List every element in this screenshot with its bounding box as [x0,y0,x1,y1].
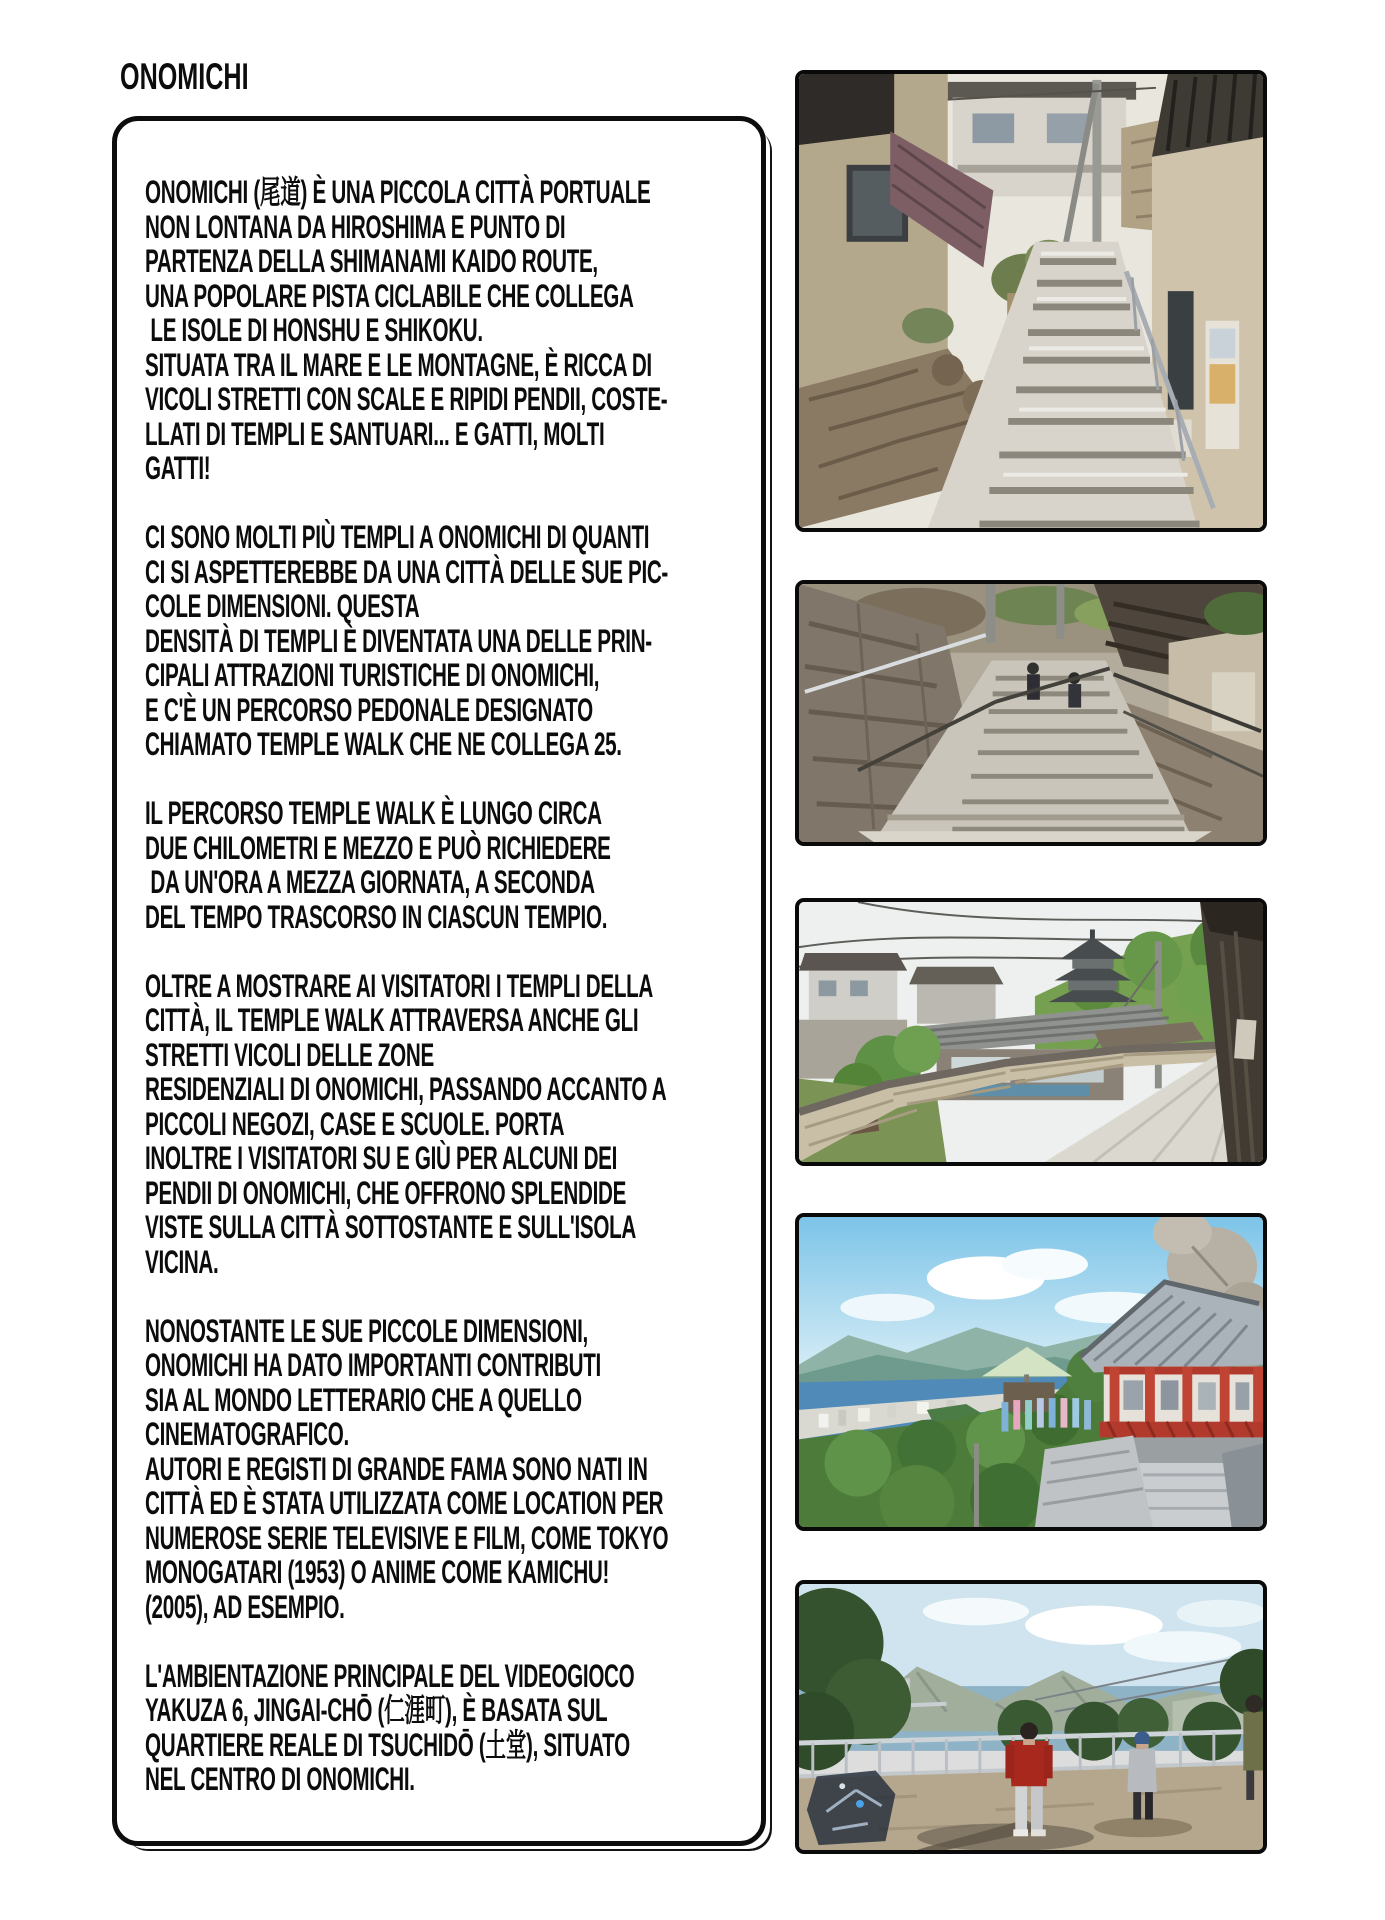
text-line: NEL CENTRO DI ONOMICHI. [145,1761,415,1797]
text-line: VICINA. [145,1243,219,1280]
text-line: CI SI ASPETTEREBBE DA UNA CITTÀ DELLE SUE PIC- [145,553,668,590]
text-line: CIPALI ATTRAZIONI TURISTICHE DI ONOMICHI, [145,657,600,693]
text-line: RESIDENZIALI DI ONOMICHI, PASSANDO ACCANTO A [145,1071,667,1107]
text-content [145,175,745,1831]
text-line: DEL TEMPO TRASCORSO IN CIASCUN TEMPIO. [145,898,608,935]
text-line: COLE DIMENSIONI. QUESTA [145,588,420,624]
paragraph [145,520,745,762]
text-line: ONOMICHI HA DATO IMPORTANTI CONTRIBUTI [145,1347,601,1383]
text-line: UNA POPOLARE PISTA CICLABILE CHE COLLEGA [145,277,634,314]
text-line: DENSITÀ DI TEMPLI È DIVENTATA UNA DELLE PRIN- [145,622,652,659]
photo-senkoji-view [795,1213,1267,1531]
text-line: AUTORI E REGISTI DI GRANDE FAMA SONO NATI IN [145,1450,648,1487]
text-line: GATTI! [145,450,211,486]
paragraph [145,969,745,1280]
paragraph [145,175,745,486]
paragraph [145,796,745,934]
text-line: VISTE SULLA CITTÀ SOTTOSTANTE E SULL'ISOLA [145,1209,636,1245]
text-line: (2005), AD ESEMPIO. [145,1588,345,1625]
text-line: NONOSTANTE LE SUE PICCOLE DIMENSIONI, [145,1312,588,1349]
photo-yakuza6-screenshot-art [799,1584,1263,1850]
photo-alley-pagoda-art [799,902,1263,1162]
text-line: DA UN'ORA A MEZZA GIORNATA, A SECONDA [145,864,595,900]
text-line: PENDII DI ONOMICHI, CHE OFFRONO SPLENDIDE [145,1174,627,1211]
text-line: DUE CHILOMETRI E MEZZO E PUÒ RICHIEDERE [145,829,611,866]
text-line: IL PERCORSO TEMPLE WALK È LUNGO CIRCA [145,795,602,831]
text-line: LE ISOLE DI HONSHU E SHIKOKU. [145,312,483,348]
text-line: MONOGATARI (1953) O ANIME COME KAMICHU! [145,1554,610,1590]
text-line: PARTENZA DELLA SHIMANAMI KAIDO ROUTE, [145,243,598,279]
text-line: YAKUZA 6, JINGAI-CHŌ (仁涯町), È BASATA SUL [145,1692,608,1728]
photo-yakuza6-screenshot [795,1580,1267,1854]
paragraph [145,1314,745,1625]
photo-temple-stairs [795,580,1267,846]
text-line: CINEMATOGRAFICO. [145,1416,349,1452]
text-line: STRETTI VICOLI DELLE ZONE [145,1036,434,1073]
text-line: L'AMBIENTAZIONE PRINCIPALE DEL VIDEOGIOCO [145,1657,635,1694]
photo-alley-pagoda [795,898,1267,1166]
text-line: SIA AL MONDO LETTERARIO CHE A QUELLO [145,1381,582,1418]
text-line: NON LONTANA DA HIROSHIMA E PUNTO DI [145,208,566,245]
page-title: ONOMICHI [120,56,249,97]
text-line: ONOMICHI (尾道) È UNA PICCOLA CITTÀ PORTUALE [145,174,651,210]
photo-stairway-alley [795,70,1267,532]
text-line: INOLTRE I VISITATORI SU E GIÙ PER ALCUNI DEI [145,1140,618,1176]
text-line: CHIAMATO TEMPLE WALK CHE NE COLLEGA 25. [145,726,622,762]
photo-stairway-alley-art [799,74,1263,528]
text-line: E C'È UN PERCORSO PEDONALE DESIGNATO [145,691,593,728]
text-box [112,116,766,1846]
text-line: SITUATA TRA IL MARE E LE MONTAGNE, È RICCA DI [145,346,652,383]
text-line: CITTÀ ED È STATA UTILIZZATA COME LOCATION PER [145,1485,664,1521]
text-line: LLATI DI TEMPLI E SANTUARI... E GATTI, MOLTI [145,415,605,452]
text-line: CI SONO MOLTI PIÙ TEMPLI A ONOMICHI DI QUANTI [145,519,650,555]
text-line: PICCOLI NEGOZI, CASE E SCUOLE. PORTA [145,1105,565,1142]
paragraph [145,1659,745,1797]
photo-temple-stairs-art [799,584,1263,842]
text-line: NUMEROSE SERIE TELEVISIVE E FILM, COME TOKYO [145,1519,669,1556]
text-line: QUARTIERE REALE DI TSUCHIDŌ (土堂), SITUATO [145,1726,630,1763]
text-line: CITTÀ, IL TEMPLE WALK ATTRAVERSA ANCHE GLI [145,1002,639,1038]
text-line: OLTRE A MOSTRARE AI VISITATORI I TEMPLI DELLA [145,967,653,1004]
text-line: VICOLI STRETTI CON SCALE E RIPIDI PENDII, COSTE- [145,381,668,417]
photo-senkoji-view-art [799,1217,1263,1527]
